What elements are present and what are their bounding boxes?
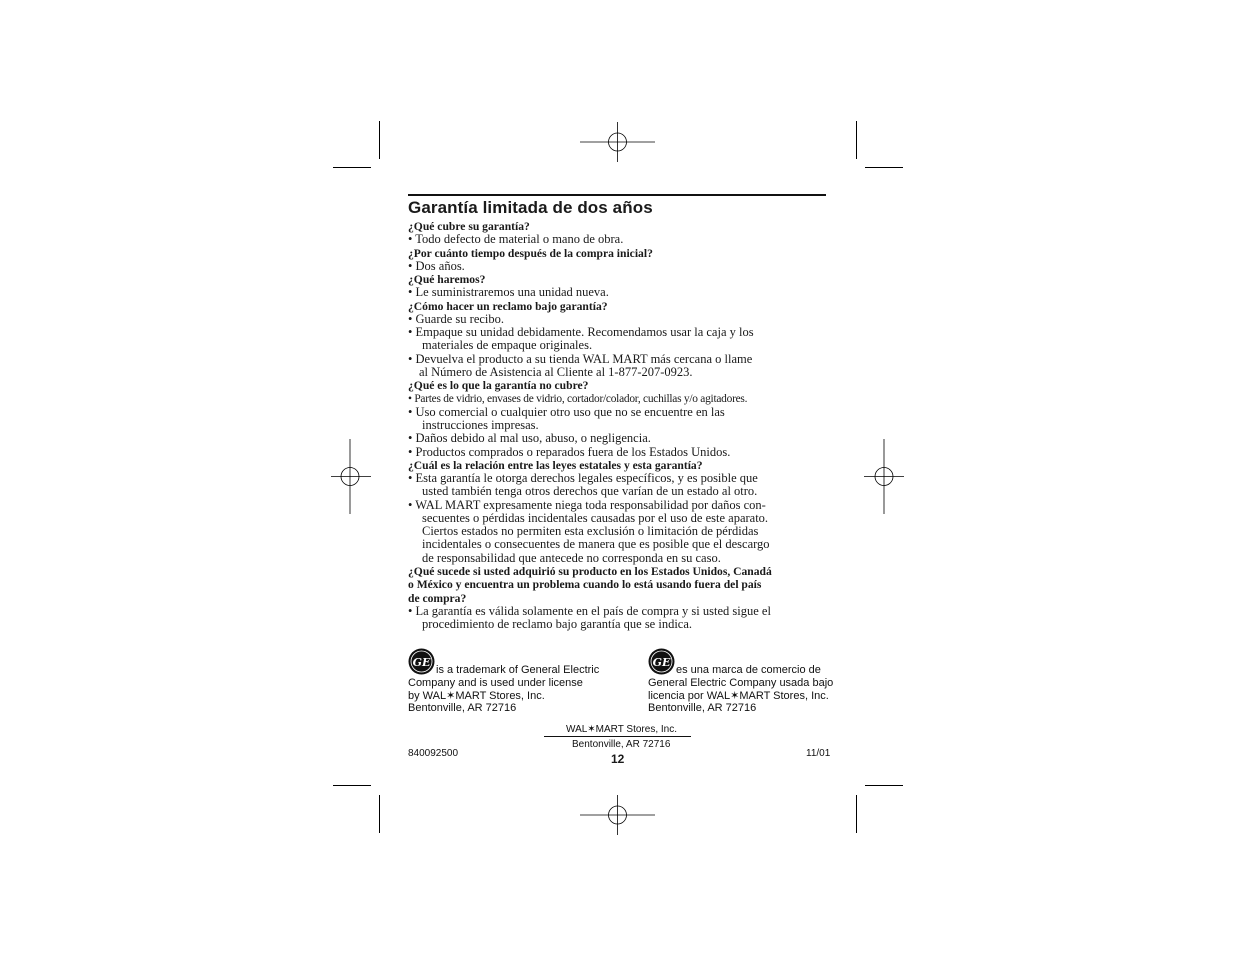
- warranty-line: materiales de empaque originales.: [422, 338, 593, 353]
- warranty-line: • Productos comprados o reparados fuera de los Estados Unidos.: [408, 444, 731, 459]
- crop-mark: [379, 121, 380, 159]
- warranty-line: de responsabilidad que antecede no corresponda en su caso.: [422, 550, 721, 565]
- trademark-en-line: is a trademark of General Electric: [436, 664, 600, 676]
- warranty-line: • La garantía es válida solamente en el país de compra y si usted sigue el: [408, 603, 771, 618]
- warranty-line: • Empaque su unidad debidamente. Recomendamos usar la caja y los: [408, 325, 754, 340]
- question-heading: ¿Por cuánto tiempo después de la compra inicial?: [408, 246, 653, 260]
- warranty-line: • Partes de vidrio, envases de vidrio, cortador/colador, cuchillas y/o agitadores.: [408, 392, 748, 405]
- registration-mark-icon: [580, 795, 655, 835]
- question-heading: o México y encuentra un problema cuando lo está usando fuera del país: [408, 578, 762, 592]
- question-heading: ¿Qué es lo que la garantía no cubre?: [408, 379, 589, 393]
- warranty-line: • Daños debido al mal uso, abuso, o negligencia.: [408, 431, 651, 446]
- svg-text:GE: GE: [412, 656, 431, 669]
- warranty-line: • Uso comercial o cualquier otro uso que no se encuentre en las: [408, 404, 725, 419]
- trademark-en-line: by WAL✶MART Stores, Inc.: [408, 690, 545, 702]
- warranty-line: • Le suministraremos una unidad nueva.: [408, 285, 609, 300]
- crop-mark: [379, 795, 380, 833]
- footer-rule: [544, 736, 691, 737]
- trademark-en-line: Bentonville, AR 72716: [408, 702, 517, 714]
- trademark-es-line: General Electric Company usada bajo: [648, 677, 834, 689]
- warranty-line: incidentales o consecuentes de manera que es posible que el descargo: [422, 537, 770, 552]
- footer-city: Bentonville, AR 72716: [572, 739, 671, 750]
- warranty-line: • WAL MART expresamente niega toda responsabilidad por daños con-: [408, 497, 766, 512]
- warranty-line: • Devuelva el producto a su tienda WAL MART más cercana o llame: [408, 351, 753, 366]
- ge-logo-icon: [648, 648, 675, 675]
- page-number: 12: [611, 752, 625, 766]
- warranty-line: Ciertos estados no permiten esta exclusión o limitación de pérdidas: [422, 524, 759, 539]
- warranty-line: • Todo defecto de material o mano de obra.: [408, 232, 624, 247]
- warranty-line: • Dos años.: [408, 258, 465, 273]
- trademark-en-line: Company and is used under license: [408, 677, 583, 689]
- trademark-es-line: licencia por WAL✶MART Stores, Inc.: [648, 690, 829, 702]
- footer-company: WAL✶MART Stores, Inc.: [566, 724, 678, 735]
- warranty-line: usted también tenga otros derechos que varían de un estado al otro.: [422, 484, 758, 499]
- heading-rule: [408, 194, 826, 196]
- registration-mark-icon: [331, 439, 371, 514]
- registration-mark-icon: [864, 439, 904, 514]
- warranty-line: procedimiento de reclamo bajo garantía que se indica.: [422, 617, 693, 632]
- warranty-line: instrucciones impresas.: [422, 418, 539, 433]
- crop-mark: [856, 121, 857, 159]
- print-date: 11/01: [806, 748, 831, 759]
- page-title: Garantía limitada de dos años: [408, 198, 653, 217]
- product-code: 840092500: [408, 748, 459, 759]
- trademark-es-line: Bentonville, AR 72716: [648, 702, 757, 714]
- crop-mark: [865, 785, 903, 786]
- svg-text:GE: GE: [652, 656, 671, 669]
- question-heading: ¿Cómo hacer un reclamo bajo garantía?: [408, 299, 608, 313]
- trademark-es-line: es una marca de comercio de: [676, 664, 821, 676]
- question-heading: ¿Cuál es la relación entre las leyes estatales y esta garantía?: [408, 458, 703, 472]
- question-heading: ¿Qué haremos?: [408, 273, 486, 287]
- crop-mark: [856, 795, 857, 833]
- question-heading: ¿Qué sucede si usted adquirió su producto en los Estados Unidos, Canadá: [408, 565, 772, 579]
- crop-mark: [333, 785, 371, 786]
- registration-mark-icon: [580, 122, 655, 162]
- warranty-line: • Esta garantía le otorga derechos legales específicos, y es posible que: [408, 471, 758, 486]
- crop-mark: [333, 167, 371, 168]
- warranty-line: • Guarde su recibo.: [408, 311, 505, 326]
- warranty-line: al Número de Asistencia al Cliente al 1-877-207-0923.: [419, 364, 693, 379]
- crop-mark: [865, 167, 903, 168]
- warranty-line: secuentes o pérdidas incidentales causadas por el uso de este aparato.: [422, 510, 769, 525]
- ge-logo-icon: [408, 648, 435, 675]
- question-heading: de compra?: [408, 591, 467, 605]
- question-heading: ¿Qué cubre su garantía?: [408, 220, 530, 233]
